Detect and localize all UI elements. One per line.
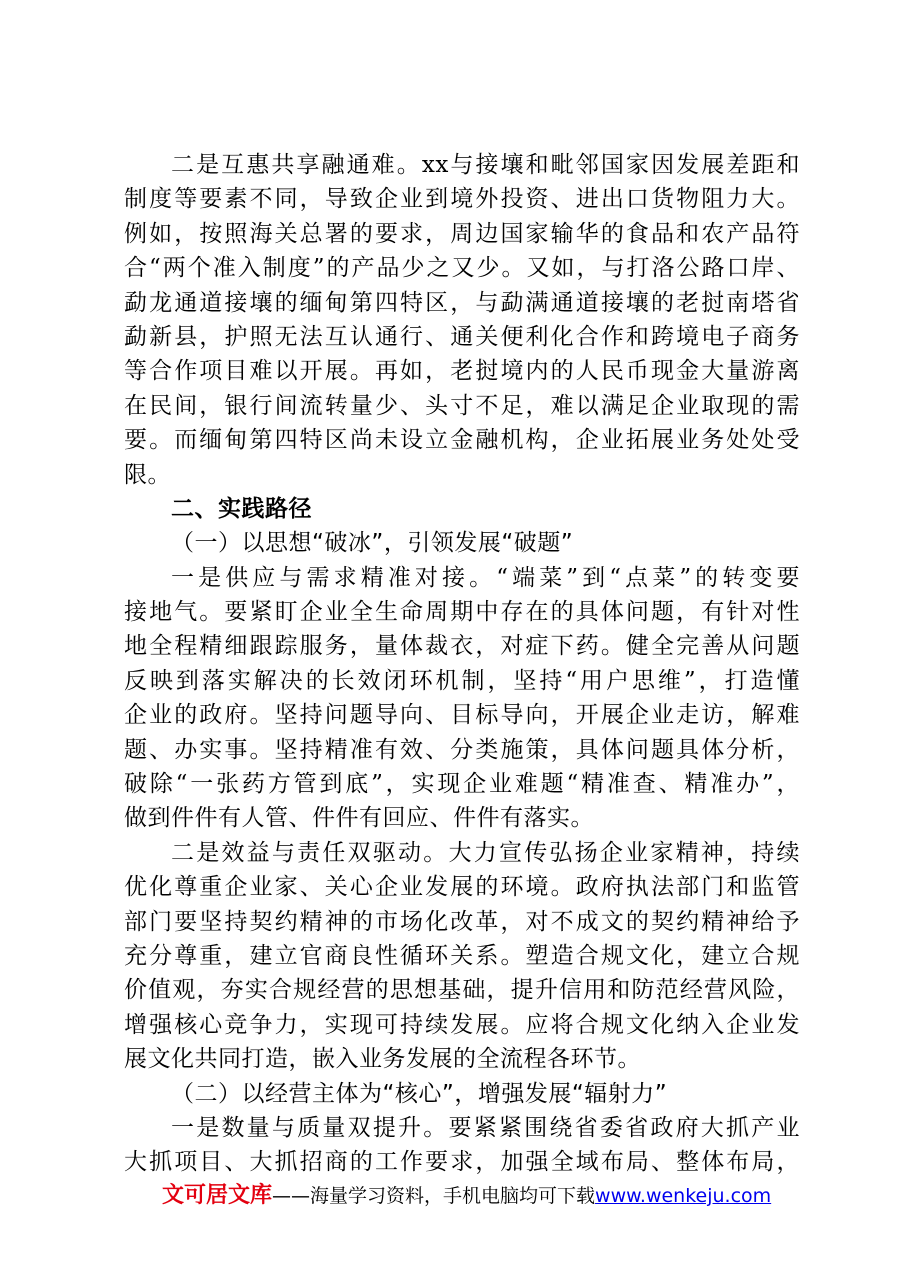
paragraph-line: 增强核心竞争力，实现可持续发展。应将合规文化纳入企业发 [124, 1011, 800, 1038]
paragraph-line: 二是效益与责任双驱动。大力宣传弘扬企业家精神，持续 [171, 839, 800, 866]
document-body [124, 148, 800, 1180]
subsection-heading: （一）以思想“破冰”，引领发展“破题” [171, 530, 574, 557]
subsection-heading: （二）以经营主体为“核心”，增强发展“辐射力” [171, 1080, 668, 1107]
section-heading: 二、实践路径 [171, 495, 312, 522]
paragraph-line: 优化尊重企业家、关心企业发展的环境。政府执法部门和监管 [124, 874, 800, 901]
paragraph-line: 价值观，夯实合规经营的思想基础，提升信用和防范经营风险， [124, 977, 800, 1004]
paragraph-line: 做到件件有人管、件件有回应、件件有落实。 [124, 805, 594, 832]
paragraph-line: 限。 [124, 461, 171, 488]
footer-brand: 文可居文库 [162, 1183, 273, 1208]
paragraph-line: 充分尊重，建立官商良性循环关系。塑造合规文化，建立合规 [124, 942, 800, 969]
paragraph-line: 要。而缅甸第四特区尚未设立金融机构，企业拓展业务处处受 [124, 427, 800, 454]
paragraph-line: 题、办实事。坚持精准有效、分类施策，具体问题具体分析， [124, 736, 800, 763]
paragraph-line: 合“两个准入制度”的产品少之又少。又如，与打洛公路口岸、 [124, 255, 800, 282]
paragraph-line: 展文化共同打造，嵌入业务发展的全流程各环节。 [124, 1046, 641, 1073]
footer-tagline: ——海量学习资料，手机电脑均可下载 [272, 1185, 596, 1207]
paragraph-line: 勐龙通道接壤的缅甸第四特区，与勐满通道接壤的老挝南塔省 [124, 289, 800, 316]
paragraph-line: 勐新县，护照无法互认通行、通关便利化合作和跨境电子商务 [124, 323, 800, 350]
paragraph-line: 地全程精细跟踪服务，量体裁衣，对症下药。健全完善从问题 [124, 633, 800, 660]
footer-link[interactable]: www.wenkeju.com [595, 1185, 772, 1207]
paragraph-line: 接地气。要紧盯企业全生命周期中存在的具体问题，有针对性 [124, 599, 800, 626]
paragraph-line: 一是数量与质量双提升。要紧紧围绕省委省政府大抓产业 [171, 1114, 800, 1141]
paragraph-line: 一是供应与需求精准对接。“端菜”到“点菜”的转变要 [171, 564, 800, 591]
paragraph-line: 二是互惠共享融通难。xx与接壤和毗邻国家因发展差距和 [171, 152, 800, 178]
paragraph-line: 企业的政府。坚持问题导向、目标导向，开展企业走访，解难 [124, 702, 800, 729]
paragraph-line: 部门要坚持契约精神的市场化改革，对不成文的契约精神给予 [124, 908, 800, 935]
paragraph-line: 在民间，银行间流转量少、头寸不足，难以满足企业取现的需 [124, 392, 800, 419]
paragraph-line: 等合作项目难以开展。再如，老挝境内的人民币现金大量游离 [124, 358, 800, 385]
paragraph-line: 大抓项目、大抓招商的工作要求，加强全域布局、整体布局， [124, 1149, 800, 1176]
footer-banner [162, 1181, 771, 1211]
paragraph-line: 反映到落实解决的长效闭环机制，坚持“用户思维”，打造懂 [124, 667, 800, 694]
paragraph-line: 制度等要素不同，导致企业到境外投资、进出口货物阻力大。 [124, 186, 800, 213]
paragraph-line: 例如，按照海关总署的要求，周边国家输华的食品和农产品符 [124, 220, 800, 247]
paragraph-line: 破除“一张药方管到底”，实现企业难题“精准查、精准办”， [124, 771, 800, 798]
